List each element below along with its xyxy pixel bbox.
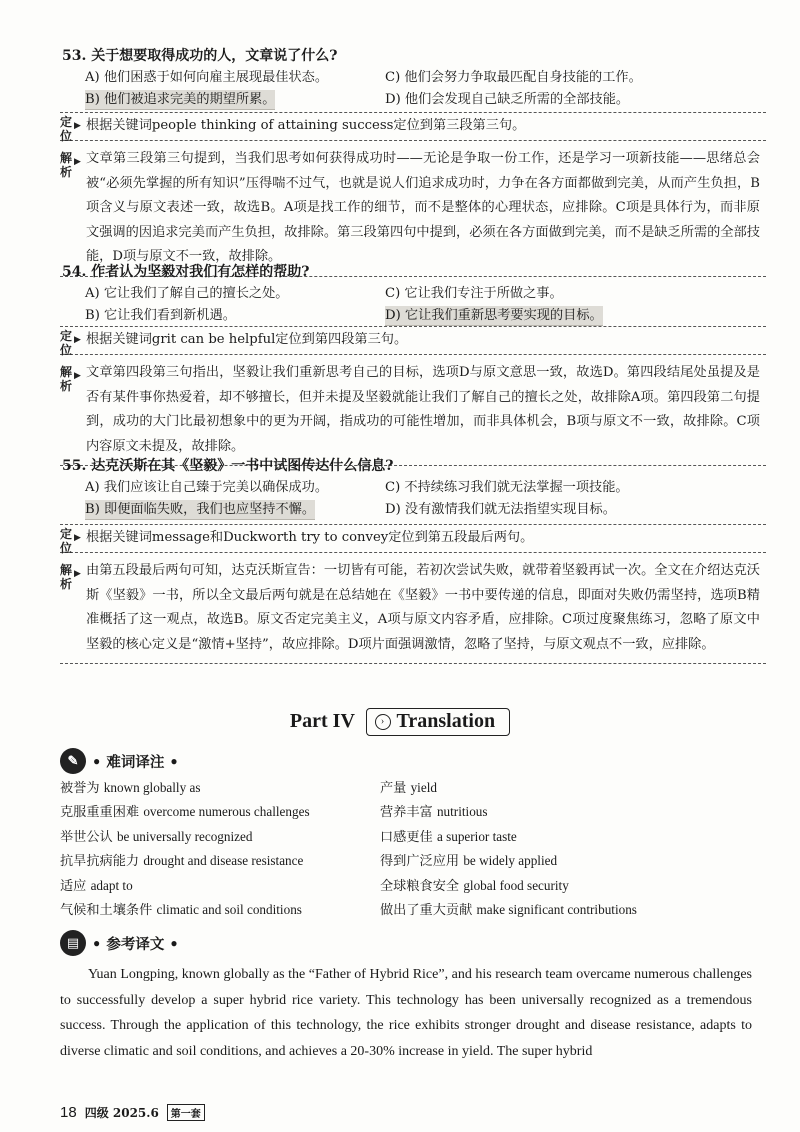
analysis-54 [60,326,766,466]
option-b-answer: B) 即便面临失败，我们也应坚持不懈。 [85,500,315,520]
explain-text: 由第五段最后两句可知，达克沃斯宣告：一切皆有可能，若初次尝试失败，就带着坚毅再试一次。全文在介绍达克沃斯《坚毅》一书，所以全文最后两句就是在总结她在《坚毅》一书中要传递的信息，即面对失败仍需坚持，选项B精准概括了这一观点，故选B。原文否定完美主义，A项与原文内容矛盾，应排除。C项过度聚焦练习，忽略了原文中坚毅的核心定义是“激情+坚持”，故应排除。D项片面强调激情，忽略了坚持，与原文观点不一致，应排除。 [86,563,760,652]
explain-row [60,141,766,277]
note-icon: ✎ [60,748,86,774]
vocab-item: 抗旱抗病能力 drought and disease resistance [60,853,304,870]
locate-row [60,524,766,553]
vocab-item: 营养丰富 nutritious [380,804,488,821]
explain-row [60,355,766,466]
vocab-item: 全球粮食安全 global food security [380,877,569,894]
question-title: 54. 作者认为坚毅对我们有怎样的帮助? [62,264,310,280]
question-53 [62,46,762,110]
page-footer [60,1104,205,1121]
explain-tag: 解析 ▶ [60,365,81,393]
vocab-item: 被誉为 known globally as [60,780,201,796]
option-c: C) 它让我们专注于所做之事。 [385,286,563,301]
part-number: Part IV [289,710,355,732]
options [62,284,762,326]
option-b-answer: B) 他们被追求完美的期望所累。 [85,90,275,110]
analysis-55 [60,524,766,664]
footer-label: 四级 2025.6 [84,1106,159,1120]
locate-row [60,326,766,355]
vocab-heading-text: • 难词译注 • [92,753,179,771]
option-d: D) 没有激情我们就无法指望实现目标。 [385,502,616,517]
vocab-item: 产量 yield [380,780,437,796]
page-number: 18 [60,1104,77,1121]
reference-heading [60,930,179,956]
option-c: C) 他们会努力争取最匹配自身技能的工作。 [385,70,642,85]
part-title: Translation [396,710,496,732]
vocab-item: 克服重重困难 overcome numerous challenges [60,804,310,821]
locate-tag: 定位 ▶ [60,329,81,357]
locate-text: 根据关键词grit can be helpful定位到第四段第三句。 [86,332,408,347]
part-title-box [366,708,511,736]
explain-tag: 解析 ▶ [60,151,81,179]
options [62,68,762,110]
chevron-right-icon: › [375,714,391,730]
question-55 [62,456,762,520]
question-title: 53. 关于想要取得成功的人，文章说了什么? [62,48,338,64]
option-a: A) 我们应该让自己臻于完美以确保成功。 [85,480,329,495]
book-icon: ▤ [60,930,86,956]
reference-translation: Yuan Longping, known globally as the “Father of Hybrid Rice”, and his research team overcame numerous challenges to successfully develop a super hybrid rice variety. This technology has been universally recognized as a tremendous success. Through the application of this technology, the rice exhibits stronger drought and disease resistance, adapts to diverse climatic and soil conditions, and achieves a 20-30% increase in yield. The super hybrid [60,967,752,1059]
vocab-item: 口感更佳 a superior taste [380,828,517,845]
locate-text: 根据关键词message和Duckworth try to convey定位到第五段最后两句。 [86,530,534,545]
explain-text: 文章第四段第三句指出，坚毅让我们重新思考自己的目标，选项D与原文意思一致，故选D。第四段结尾处虽提及是否有某件事你热爱着，却不够擅长，但并未提及坚毅就能让我们了解自己的擅长之处，故排除A项。第四段第二句提到，成功的大门比最初想象中的更为开阔，指成功的可能性增加，而非具体机会，B项与原文不一致，故排除。C项内容原文未提及，故排除。 [86,365,760,454]
option-a: A) 它让我们了解自己的擅长之处。 [85,286,289,301]
locate-tag: 定位 ▶ [60,115,81,143]
options [62,478,762,520]
explain-tag: 解析 ▶ [60,563,81,591]
edition-badge: 第一套 [167,1104,205,1121]
vocab-item: 做出了重大贡献 make significant contributions [380,901,637,918]
locate-tag: 定位 ▶ [60,527,81,555]
question-54 [62,262,762,326]
option-d: D) 他们会发现自己缺乏所需的全部技能。 [385,92,630,107]
part-heading [0,708,800,736]
vocab-item: 适应 adapt to [60,877,133,894]
option-a: A) 他们困惑于如何向雇主展现最佳状态。 [85,70,329,85]
vocab-heading [60,748,179,774]
locate-text: 根据关键词people thinking of attaining success定位到第三段第三句。 [86,118,526,133]
question-title: 55. 达克沃斯在其《坚毅》一书中试图传达什么信息? [62,458,394,474]
option-b: B) 它让我们看到新机遇。 [85,308,236,323]
vocab-item: 气候和土壤条件 climatic and soil conditions [60,901,302,918]
explain-text: 文章第三段第三句提到，当我们思考如何获得成功时——无论是争取一份工作，还是学习一项新技能——思绪总会被“必须先掌握的所有知识”压得喘不过气，也就是说人们追求成功时，力争在各方面都做到完美，从而产生负担，B项含义与原文表述一致，故选B。A项是找工作的细节，而不是整体的心理状态，应排除。C项是具体行为，而非原文强调的因追求完美而产生负担，故排除。第三段第四句中提到，必须在各方面做到完美，而不是缺乏所需的全部技能，D项与原文不一致，故排除。 [86,151,760,264]
explain-row [60,553,766,664]
vocab-item: 举世公认 be universally recognized [60,828,253,845]
analysis-53 [60,112,766,277]
locate-row [60,112,766,141]
vocab-list [60,778,740,921]
option-d-answer: D) 它让我们重新思考要实现的目标。 [385,306,603,326]
reference-heading-text: • 参考译文 • [92,935,179,953]
vocab-item: 得到广泛应用 be widely applied [380,853,558,870]
option-c: C) 不持续练习我们就无法掌握一项技能。 [385,480,629,495]
